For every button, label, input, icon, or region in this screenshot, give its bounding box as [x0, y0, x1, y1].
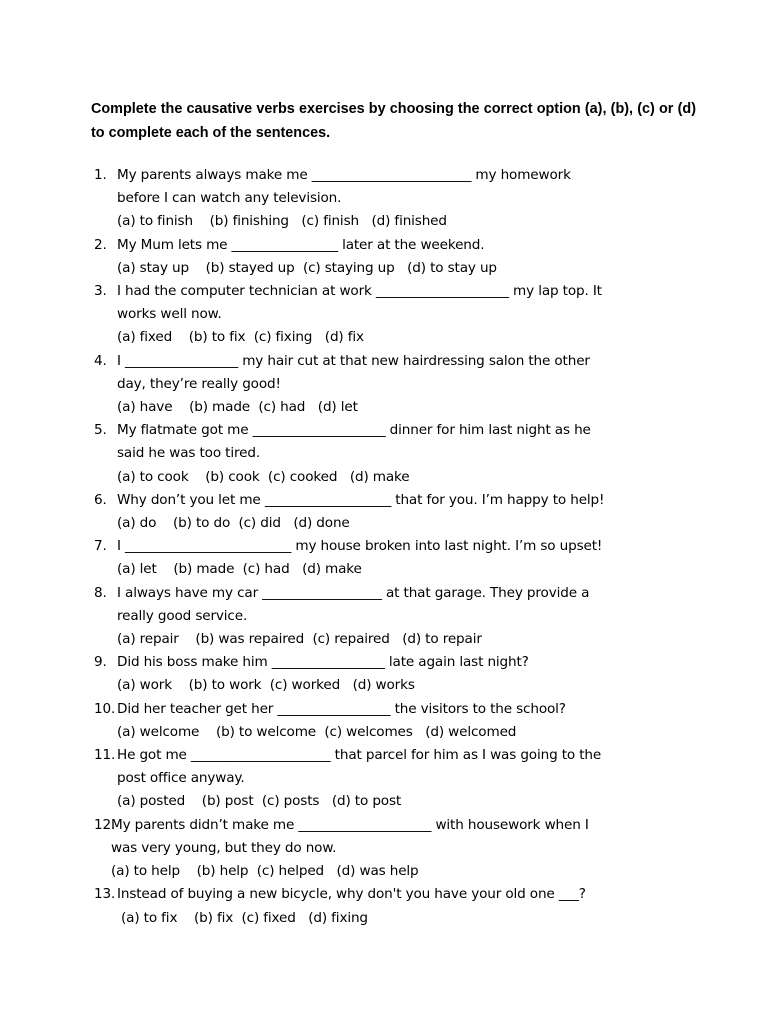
question-line: before I can watch any television. [117, 190, 342, 207]
question-item [0, 234, 768, 280]
question-number: 1. [94, 167, 107, 183]
question-item [0, 489, 768, 535]
question-line: My parents didn’t make me ____________________ with housework when I [111, 816, 589, 833]
question-item [0, 883, 768, 929]
question-line: Did her teacher get her _________________ the visitors to the school? [117, 700, 566, 717]
question-line: said he was too tired. [117, 445, 260, 462]
question-line: My flatmate got me ____________________ dinner for him last night as he [117, 422, 591, 439]
question-line: Instead of buying a new bicycle, why don't you have your old one ___? [117, 886, 586, 903]
instructions-heading: Complete the causative verbs exercises by choosing the correct option (a), (b), (c) or (d) to complete each of the sentences. [91, 101, 696, 141]
question-text [117, 698, 682, 721]
question-number: 9. [94, 654, 107, 671]
question-line: Did his boss make him _________________ late again last night? [117, 654, 529, 671]
question-number: 2. [94, 236, 107, 253]
answer-options: (a) work (b) to work (c) worked (d) works [117, 677, 415, 694]
answer-options: (a) stay up (b) stayed up (c) staying up (d) to stay up [117, 259, 497, 276]
question-list [0, 164, 768, 930]
question-number: 13. [94, 886, 116, 903]
question-number: 8. [94, 584, 107, 601]
question-item [0, 582, 768, 652]
question-line: day, they’re really good! [117, 375, 281, 392]
answer-options: (a) fixed (b) to fix (c) fixing (d) fix [117, 329, 364, 346]
question-text [111, 814, 676, 860]
answer-options: (a) do (b) to do (c) did (d) done [117, 515, 350, 532]
answer-options: (a) let (b) made (c) had (d) make [117, 561, 362, 578]
question-line: works well now. [117, 306, 222, 323]
answer-options: (a) to finish (b) finishing (c) finish (d) finished [117, 213, 447, 230]
question-line: I _________________________ my house broken into last night. I’m so upset! [117, 538, 603, 555]
question-line: post office anyway. [117, 770, 245, 787]
question-line: was very young, but they do now. [111, 839, 337, 856]
question-item [0, 698, 768, 744]
question-line: I _________________ my hair cut at that new hairdressing salon the other [117, 352, 590, 369]
answer-options: (a) to fix (b) fix (c) fixed (d) fixing [121, 909, 368, 926]
question-number: 3. [94, 283, 107, 300]
question-text [117, 164, 682, 210]
question-number: 4. [94, 352, 107, 369]
question-item [0, 350, 768, 420]
answer-options: (a) to cook (b) cook (c) cooked (d) make [117, 468, 410, 485]
question-number: 10. [94, 700, 116, 717]
question-text [117, 744, 682, 790]
question-number: 7. [94, 538, 107, 555]
question-line: My Mum lets me ________________ later at the weekend. [117, 236, 485, 253]
question-line: My parents always make me ________________________ my homework [117, 167, 571, 183]
question-text [117, 535, 682, 558]
question-line: I had the computer technician at work ____________________ my lap top. It [117, 283, 602, 300]
answer-options: (a) repair (b) was repaired (c) repaired (d) to repair [117, 631, 482, 648]
question-line: Why don’t you let me ___________________ that for you. I’m happy to help! [117, 491, 605, 508]
question-text [117, 883, 682, 906]
question-line: I always have my car __________________ at that garage. They provide a [117, 584, 590, 601]
question-item [0, 280, 768, 350]
question-item [0, 814, 768, 884]
answer-options: (a) welcome (b) to welcome (c) welcomes (d) welcomed [117, 723, 517, 740]
question-text [117, 582, 682, 628]
question-number: 12. [94, 816, 116, 833]
question-line: really good service. [117, 607, 248, 624]
question-item [0, 419, 768, 489]
question-text [117, 234, 682, 257]
answer-options: (a) have (b) made (c) had (d) let [117, 399, 358, 416]
answer-options: (a) posted (b) post (c) posts (d) to post [117, 793, 402, 810]
question-text [117, 489, 682, 512]
question-number: 6. [94, 491, 107, 508]
answer-options: (a) to help (b) help (c) helped (d) was help [111, 863, 419, 880]
question-number: 11. [94, 747, 116, 764]
question-item [0, 535, 768, 581]
question-text [117, 651, 682, 674]
question-item [0, 651, 768, 697]
question-number: 5. [94, 422, 107, 439]
question-line: He got me _____________________ that parcel for him as I was going to the [117, 747, 602, 764]
question-text [117, 350, 682, 396]
question-text [117, 419, 682, 465]
question-text [117, 280, 682, 326]
question-item [0, 744, 768, 814]
question-item [0, 164, 768, 234]
